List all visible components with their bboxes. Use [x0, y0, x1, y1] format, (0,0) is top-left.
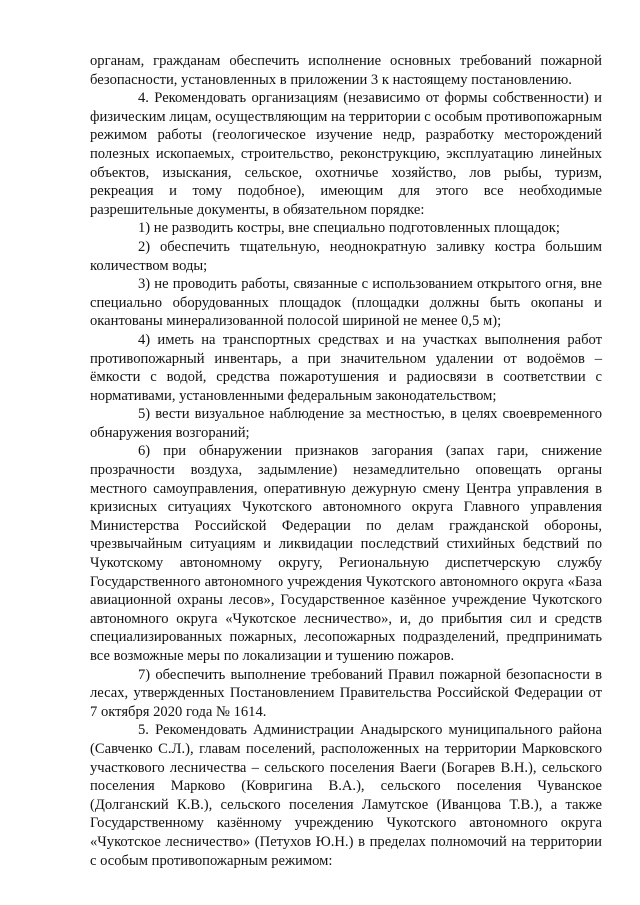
paragraph-subitem-4: 4) иметь на транспортных средствах и на участках выполнения работ противопожарный инвентарь, а при значительном удалении от водоёмов – ёмкости с водой, средства пожаротушения и радиосвязи в соответствии с нормативами, установленными федеральным законодательством;: [90, 331, 602, 404]
paragraph-intro-continuation: органам, гражданам обеспечить исполнение основных требований пожарной безопасности, установленных в приложении 3 к настоящему постановлению.: [90, 53, 602, 88]
paragraph-subitem-1: 1) не разводить костры, вне специально подготовленных площадок;: [138, 220, 560, 237]
paragraph-item-5: 5. Рекомендовать Администрации Анадырского муниципального района (Савченко С.Л.), главам поселений, расположенных на территории Марковского участкового лесничества – сельского поселения Ваеги (Богарев В.Н.), сельского поселения Марково (Ковригина В.А.), сельского поселения Чуванское (Долганский К.В.), сельского поселения Ламутское (Иванцова Т.В.), а также Государственному казённому учреждению Чукотского автономного округа «Чукотское лесничество» (Петухов Ю.Н.) в пределах полномочий на территории с особым противопожарным режимом:: [90, 722, 602, 869]
paragraph-item-4: 4. Рекомендовать организациям (независимо от формы собственности) и физическим лицам, осуществляющим на территории с особым противопожарным режимом работы (геологическое изучение недр, разработку месторождений полезных ископаемых, строительство, реконструкцию, эксплуатацию линейных объектов, изыскания, сельское, охотничье хозяйство, лов рыбы, туризм, рекреация и тому подобное), имеющим для этого все необходимые разрешительные документы, в обязательном порядке:: [90, 90, 602, 218]
document-page: [90, 52, 602, 870]
paragraph-subitem-5: 5) вести визуальное наблюдение за местностью, в целях своевременного обнаружения возгораний;: [90, 406, 602, 441]
paragraph-subitem-2: 2) обеспечить тщательную, неоднократную заливку костра большим количеством воды;: [90, 238, 602, 274]
paragraph-subitem-7: 7) обеспечить выполнение требований Правил пожарной безопасности в лесах, утвержденных Постановлением Правительства Российской Федерации от 7 октября 2020 года № 1614.: [90, 666, 602, 720]
paragraph-subitem-3: 3) не проводить работы, связанные с использованием открытого огня, вне специально оборудованных площадок (площадки должны быть окопаны и окантованы минерализованной полосой шириной не менее 0,5 м);: [90, 276, 602, 330]
paragraph-subitem-6: 6) при обнаружении признаков загорания (запах гари, снижение прозрачности воздуха, задымление) незамедлительно оповещать органы местного самоуправления, оперативную дежурную смену Центра управления в кризисных ситуациях Чукотского автономного округа Главного управления Министерства Российской Федерации по делам гражданской обороны, чрезвычайным ситуациям и ликвидации последствий стихийных бедствий по Чукотскому автономному округу, Региональную диспетчерскую службу Государственного автономного учреждения Чукотского автономного округа «База авиационной охраны лесов», Государственное казённое учреждение Чукотского автономного округа «Чукотское лесничество», и, до прибытия сил и средств специализированных пожарных, лесопожарных подразделений, предпринимать все возможные меры по локализации и тушению пожаров.: [90, 443, 602, 664]
